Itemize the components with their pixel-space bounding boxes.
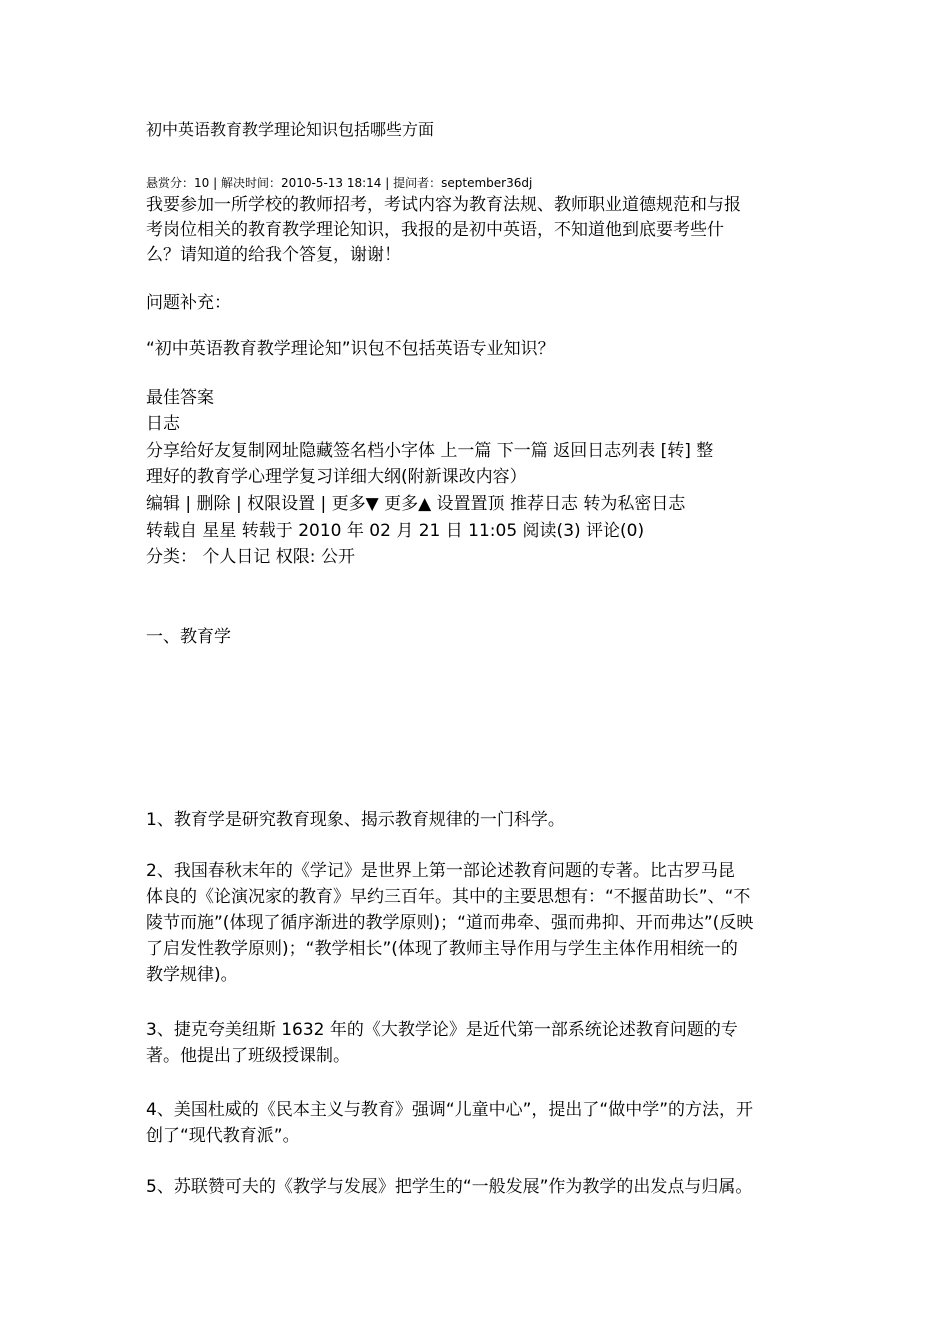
blog-toolbar-line: 分享给好友复制网址隐藏签名档小字体 上一篇 下一篇 返回日志列表 [转] 整 — [146, 441, 714, 461]
list-item: 1、教育学是研究教育现象、揭示教育规律的一门科学。 — [146, 810, 565, 830]
list-item: 2、我国春秋末年的《学记》是世界上第一部论述教育问题的专著。比古罗马昆 — [146, 861, 735, 881]
supplement-text: “初中英语教育教学理论知”识包不包括英语专业知识？ — [146, 339, 555, 359]
blog-actions: 编辑 | 删除 | 权限设置 | 更多▼ 更多▲ 设置置顶 推荐日志 转为私密日志 — [146, 494, 686, 514]
question-meta: 悬赏分：10 | 解决时间：2010-5-13 18:14 | 提问者：september36dj — [146, 176, 533, 190]
list-item: 著。他提出了班级授课制。 — [146, 1046, 350, 1066]
list-item: 了启发性教学原则)；“教学相长”(体现了教师主导作用与学生主体作用相统一的 — [146, 939, 738, 959]
question-body-line: 我要参加一所学校的教师招考，考试内容为教育法规、教师职业道德规范和与报 — [146, 195, 741, 215]
list-item: 陵节而施”(体现了循序渐进的教学原则)；“道而弗牵、强而弗抑、开而弗达”(反映 — [146, 913, 754, 933]
repost-info: 转载自 星星 转载于 2010 年 02 月 21 日 11:05 阅读(3) 评论(0) — [146, 521, 645, 541]
question-body-line: 么？请知道的给我个答复，谢谢！ — [146, 245, 401, 265]
list-item: 教学规律)。 — [146, 965, 238, 985]
question-title: 初中英语教育教学理论知识包括哪些方面 — [146, 120, 435, 139]
section-heading: 一、教育学 — [146, 627, 231, 647]
best-answer-label: 最佳答案 — [146, 388, 214, 408]
blog-label: 日志 — [146, 414, 180, 434]
list-item: 创了“现代教育派”。 — [146, 1126, 300, 1146]
list-item: 体良的《论演况家的教育》早约三百年。其中的主要思想有：“不揠苗助长”、“不 — [146, 887, 751, 907]
blog-toolbar-line: 理好的教育学心理学复习详细大纲(附新课改内容） — [146, 467, 527, 487]
question-body-line: 考岗位相关的教育教学理论知识，我报的是初中英语，不知道他到底要考些什 — [146, 220, 724, 240]
list-item: 4、美国杜威的《民本主义与教育》强调“儿童中心”，提出了“做中学”的方法，开 — [146, 1100, 754, 1120]
list-item: 3、捷克夸美纽斯 1632 年的《大教学论》是近代第一部系统论述教育问题的专 — [146, 1020, 738, 1040]
supplement-label: 问题补充： — [146, 293, 231, 313]
category-info: 分类： 个人日记 权限: 公开 — [146, 547, 355, 567]
list-item: 5、苏联赞可夫的《教学与发展》把学生的“一般发展”作为教学的出发点与归属。 — [146, 1177, 753, 1197]
